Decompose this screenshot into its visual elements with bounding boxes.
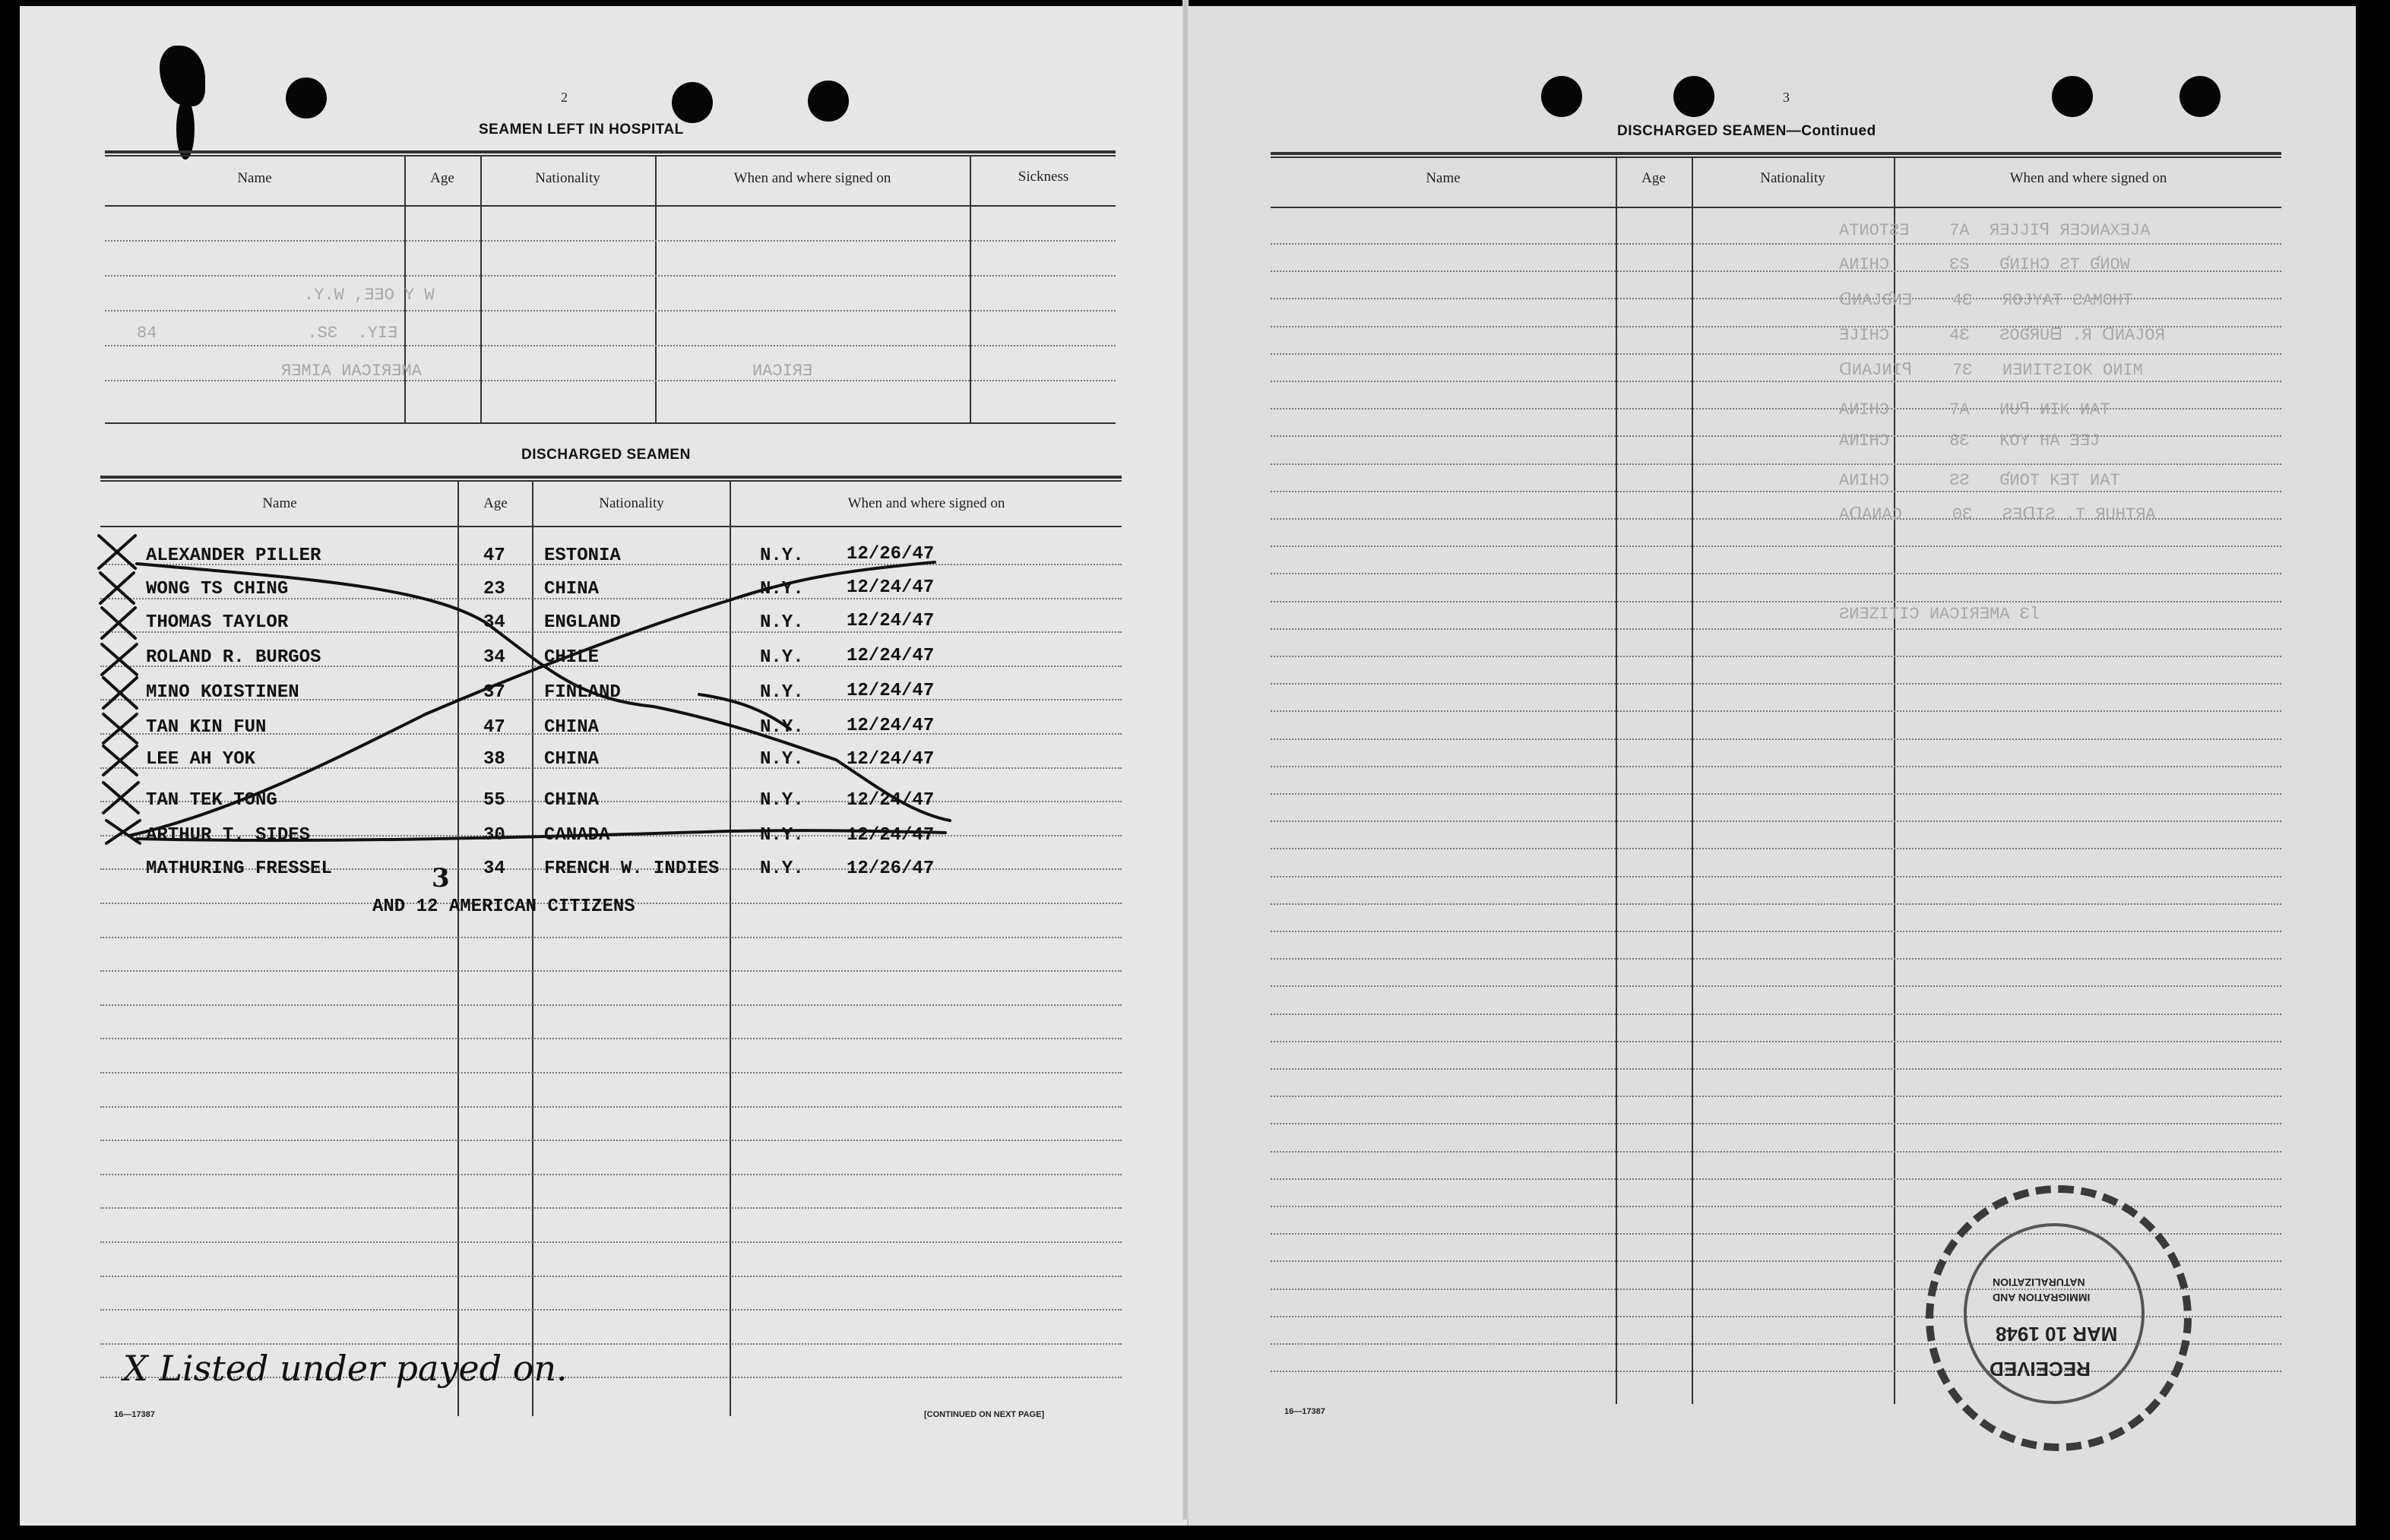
signed-on-place: N.Y. xyxy=(760,579,804,599)
signed-on-place: N.Y. xyxy=(760,790,804,811)
row-line xyxy=(1271,1041,2281,1042)
table-top-rule xyxy=(1271,157,2281,158)
col-header-name: Name xyxy=(237,170,272,186)
signed-on-date: 12/24/47 xyxy=(847,611,935,631)
col-header-signed-on: When and where signed on xyxy=(847,495,1005,511)
bleed-through-text: AИIHƆ ƐS ƓИIHƆ ƧT ƓИOW xyxy=(1839,255,2130,274)
col-header-age: Age xyxy=(430,170,454,186)
seaman-age: 38 xyxy=(483,749,505,770)
seaman-age: 47 xyxy=(483,545,505,566)
row-line xyxy=(1271,1123,2281,1124)
seaman-age: 55 xyxy=(483,790,505,811)
continued-section-title: DISCHARGED SEAMEN—Continued xyxy=(1617,123,1876,139)
handwritten-correction: 3 xyxy=(432,863,450,893)
row-line xyxy=(1271,958,2281,960)
continued-note: [CONTINUED ON NEXT PAGE] xyxy=(924,1410,1045,1419)
row-line xyxy=(1271,848,2281,849)
col-header-nationality: Nationality xyxy=(599,495,664,511)
signed-on-place: N.Y. xyxy=(760,859,804,879)
stamp-agency-line: NATURALIZATION xyxy=(1993,1276,2085,1289)
signed-on-date: 12/24/47 xyxy=(847,716,935,736)
signed-on-date: 12/24/47 xyxy=(847,681,935,701)
signed-on-place: N.Y. xyxy=(760,749,804,770)
signed-on-place: N.Y. xyxy=(760,647,804,668)
row-line xyxy=(1271,628,2281,630)
row-line xyxy=(1271,903,2281,905)
bleed-through-text: ЯƎMIA ИАƆIЯƎMA xyxy=(281,362,422,381)
row-line xyxy=(1271,573,2281,574)
check-x-mark xyxy=(100,573,134,603)
seaman-name: ALEXANDER PILLER xyxy=(146,545,321,566)
check-x-mark xyxy=(103,746,137,775)
check-x-mark xyxy=(99,536,135,568)
row-line xyxy=(1271,931,2281,932)
bleed-through-text: ᗡИAJИIꟼ 7Ɛ ИƎИITƧIOK OИIM xyxy=(1839,361,2143,380)
check-x-mark xyxy=(103,678,137,708)
row-line xyxy=(1271,738,2281,740)
strike-line xyxy=(699,694,790,729)
row-line xyxy=(1271,1096,2281,1097)
check-x-mark xyxy=(103,714,137,743)
bleed-through-text: AИIHƆ ƧƧ ƓИOT KƎT ИAT xyxy=(1839,471,2120,490)
row-line xyxy=(1271,1068,2281,1070)
check-x-mark xyxy=(102,608,135,638)
column-divider xyxy=(1692,158,1693,1404)
seaman-nationality: FRENCH W. INDIES xyxy=(544,859,720,879)
seaman-name: ARTHUR T. SIDES xyxy=(146,825,311,846)
seaman-name: ROLAND R. BURGOS xyxy=(146,647,321,668)
bleed-through-text: ƎJIHƆ 4Ɛ ƧOƓЯUᗺ .Я ᗡИAJOЯ xyxy=(1839,326,2165,345)
seaman-nationality: CHINA xyxy=(544,749,600,770)
form-number: 16—17387 xyxy=(1284,1407,1325,1416)
page-number: 3 xyxy=(1783,90,1790,105)
bleed-through-text: 84 .SƐ .YIƎ xyxy=(137,324,398,343)
row-line xyxy=(1271,656,2281,657)
stamp-date: MAR 10 1948 xyxy=(1996,1323,2118,1346)
seaman-nationality: CHILE xyxy=(544,647,600,668)
bleed-through-text: AИIHƆ 8Ɛ KOY HA ƎƎJ xyxy=(1839,432,2100,451)
handwritten-note: X Listed under payed on. xyxy=(123,1348,568,1389)
check-x-mark xyxy=(106,821,140,843)
check-x-mark xyxy=(102,644,137,675)
bleed-through-text: ИАƆIЯƎ xyxy=(752,362,813,381)
row-line xyxy=(1271,435,2281,437)
col-header-age: Age xyxy=(1641,170,1666,186)
seaman-name: WONG TS CHING xyxy=(146,579,289,599)
seaman-nationality: CANADA xyxy=(544,825,610,846)
seaman-nationality: CHINA xyxy=(544,579,600,599)
column-divider xyxy=(1894,158,1895,1404)
signed-on-place: N.Y. xyxy=(760,545,804,566)
signed-on-date: 12/24/47 xyxy=(847,646,935,666)
signed-on-date: 12/24/47 xyxy=(847,577,935,598)
strike-line xyxy=(129,562,935,836)
bleed-through-text: ᗡИAJƓИƎ 4Ɛ ЯOJYAT ƧAMOHT xyxy=(1839,291,2133,310)
row-line xyxy=(1271,381,2281,382)
column-divider xyxy=(1616,158,1617,1404)
seaman-nationality: ENGLAND xyxy=(544,612,621,633)
signed-on-date: 12/26/47 xyxy=(847,859,935,879)
seaman-age: 34 xyxy=(483,647,505,668)
row-line xyxy=(1271,491,2281,492)
col-header-name: Name xyxy=(262,495,297,511)
row-line xyxy=(1271,408,2281,410)
american-citizens-note: AND 12 AMERICAN CITIZENS xyxy=(372,896,635,917)
stamp-received: RECEIVED xyxy=(1990,1358,2091,1380)
check-x-mark xyxy=(103,783,138,813)
col-header-name: Name xyxy=(1426,170,1461,186)
row-line xyxy=(1271,821,2281,822)
row-line xyxy=(1271,793,2281,795)
seaman-nationality: ESTONIA xyxy=(544,545,621,566)
bleed-through-text: AИIHƆ 7A ИUꟼ ИIK ИAT xyxy=(1839,400,2110,419)
seaman-name: TAN TEK TONG xyxy=(146,790,277,811)
seaman-age: 30 xyxy=(483,825,505,846)
seaman-nationality: CHINA xyxy=(544,717,600,738)
row-line xyxy=(1271,1151,2281,1153)
row-line xyxy=(1271,463,2281,465)
seaman-name: TAN KIN FUN xyxy=(146,717,267,738)
col-header-sickness: Sickness xyxy=(1018,169,1069,185)
bleed-through-text: ƧИƎZITIƆ ИAƆIЯƎMA ƐƖ xyxy=(1839,605,2040,624)
page-number: 2 xyxy=(561,90,568,105)
seaman-name: THOMAS TAYLOR xyxy=(146,612,289,633)
signed-on-date: 12/24/47 xyxy=(847,749,935,770)
col-header-age: Age xyxy=(483,495,508,511)
row-line xyxy=(1271,353,2281,355)
row-line xyxy=(1271,545,2281,547)
col-header-signed-on: When and where signed on xyxy=(733,170,891,186)
seaman-name: MATHURING FRESSEL xyxy=(146,859,332,879)
discharged-section-title: DISCHARGED SEAMEN xyxy=(521,447,691,463)
row-line xyxy=(1271,985,2281,987)
signed-on-date: 12/24/47 xyxy=(847,825,935,846)
row-line xyxy=(1271,710,2281,712)
seaman-nationality: CHINA xyxy=(544,790,600,811)
form-number: 16—17387 xyxy=(114,1410,155,1419)
strike-line xyxy=(137,564,950,821)
seaman-age: 34 xyxy=(483,612,505,633)
row-line xyxy=(1271,601,2281,602)
seaman-name: LEE AH YOK xyxy=(146,749,256,770)
row-line xyxy=(1271,1178,2281,1180)
table-top-rule xyxy=(1271,152,2281,155)
seaman-age: 47 xyxy=(483,717,505,738)
strike-line xyxy=(137,830,945,840)
row-line xyxy=(1271,876,2281,878)
signed-on-place: N.Y. xyxy=(760,612,804,633)
row-line xyxy=(1271,683,2281,685)
seaman-age: 23 xyxy=(483,579,505,599)
bleed-through-text: ATИOTƧƎ 7A ЯƎJJIꟼ ЯƎƆИAXƎJA xyxy=(1839,221,2151,240)
col-header-nationality: Nationality xyxy=(1760,170,1825,186)
bleed-through-text: .Y.W ,ƎƎO Y W xyxy=(304,286,435,305)
seaman-age: 34 xyxy=(483,859,505,879)
row-line xyxy=(1271,766,2281,767)
header-rule xyxy=(1271,207,2281,208)
signed-on-place: N.Y. xyxy=(760,825,804,846)
signed-on-place: N.Y. xyxy=(760,717,804,738)
row-line xyxy=(1271,1013,2281,1015)
col-header-signed-on: When and where signed on xyxy=(2009,170,2167,186)
signed-on-place: N.Y. xyxy=(760,682,804,703)
seaman-name: MINO KOISTINEN xyxy=(146,682,299,703)
signed-on-date: 12/24/47 xyxy=(847,790,935,811)
stamp-agency-line: IMMIGRATION AND xyxy=(1993,1292,2091,1304)
col-header-nationality: Nationality xyxy=(535,170,600,186)
seaman-nationality: FINLAND xyxy=(544,682,621,703)
signed-on-date: 12/26/47 xyxy=(847,544,935,564)
row-line xyxy=(1271,243,2281,245)
hospital-section-title: SEAMEN LEFT IN HOSPITAL xyxy=(479,122,684,138)
seaman-age: 37 xyxy=(483,682,505,703)
bleed-through-text: AᗡAИAƆ 0Ɛ ƧƎᗡIƧ .T ЯUHTЯA xyxy=(1839,505,2156,524)
